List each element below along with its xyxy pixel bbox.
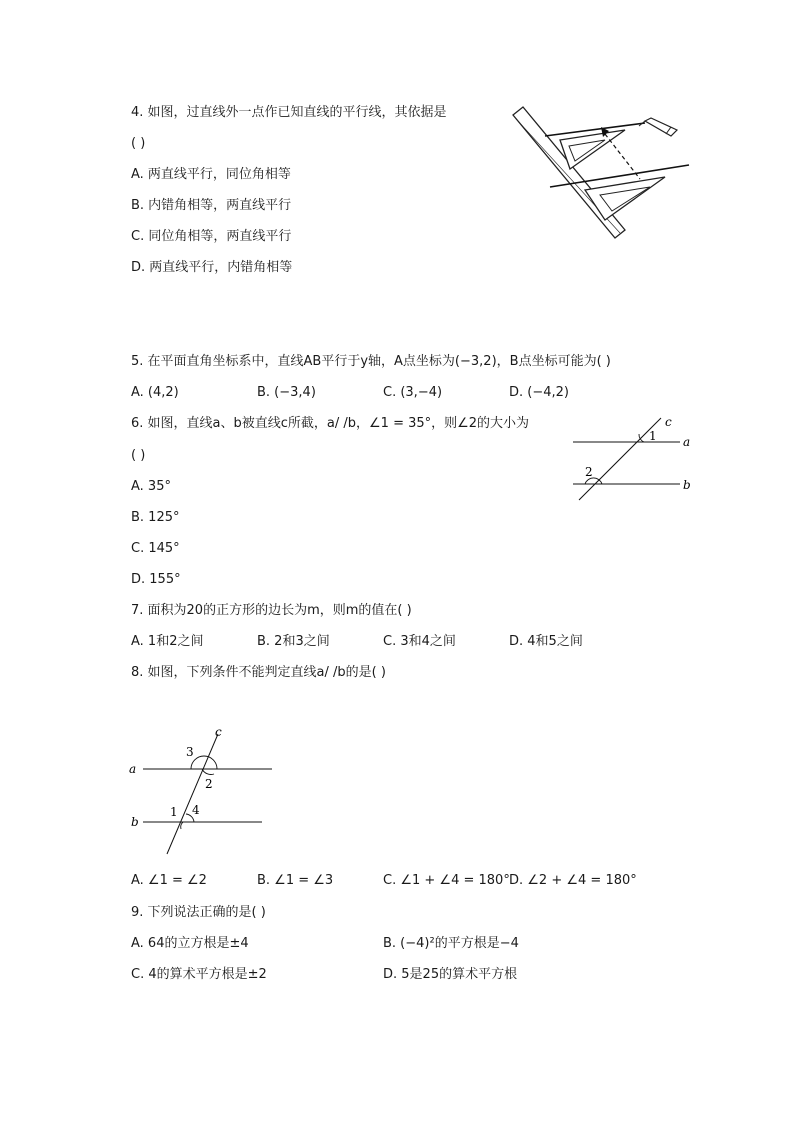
q8-option-a: A. ∠1 = ∠2	[131, 873, 207, 888]
q7-option-a: A. 1和2之间	[131, 634, 204, 649]
q8-stem: 8. 如图，下列条件不能判定直线a/ /b的是( )	[131, 665, 386, 680]
q5-option-a: A. (4,2)	[131, 385, 179, 400]
q5-option-d: D. (−4,2)	[509, 385, 569, 400]
q7-option-c: C. 3和4之间	[383, 634, 456, 649]
q6-label-angle-1: 1	[649, 429, 657, 443]
q4-option-a: A. 两直线平行，同位角相等	[131, 167, 291, 182]
q6-option-b: B. 125°	[131, 510, 180, 525]
q6-figure-transversal	[565, 412, 700, 504]
q8-label-angle-3: 3	[186, 745, 194, 759]
q5-option-b: B. (−3,4)	[257, 385, 316, 400]
q4-option-d: D. 两直线平行，内错角相等	[131, 260, 293, 275]
q6-label-c: c	[665, 415, 672, 429]
q8-label-angle-1: 1	[170, 805, 178, 819]
q6-option-a: A. 35°	[131, 479, 171, 494]
q6-label-b: b	[683, 478, 691, 492]
q8-label-b: b	[131, 815, 139, 829]
q6-stem: 6. 如图，直线a、b被直线c所截，a/ /b，∠1 = 35°，则∠2的大小为	[131, 416, 530, 431]
q8-option-d: D. ∠2 + ∠4 = 180°	[509, 873, 637, 888]
q6-label-angle-2: 2	[585, 465, 593, 479]
q5-option-c: C. (3,−4)	[383, 385, 443, 400]
q6-option-c: C. 145°	[131, 541, 180, 556]
q4-stem: 4. 如图，过直线外一点作已知直线的平行线，其依据是	[131, 105, 447, 120]
q9-option-c: C. 4的算术平方根是±2	[131, 967, 267, 982]
q4-figure-ruler-triangles	[505, 105, 690, 240]
q8-label-a: a	[129, 762, 137, 776]
q6-paren: ( )	[131, 448, 146, 463]
q7-option-b: B. 2和3之间	[257, 634, 330, 649]
q4-paren: ( )	[131, 136, 146, 151]
q8-label-c: c	[215, 725, 222, 739]
q8-option-b: B. ∠1 = ∠3	[257, 873, 334, 888]
q9-option-b: B. (−4)²的平方根是−4	[383, 936, 519, 951]
q8-label-angle-4: 4	[192, 803, 200, 817]
q4-option-c: C. 同位角相等，两直线平行	[131, 229, 292, 244]
q5-stem: 5. 在平面直角坐标系中，直线AB平行于y轴，A点坐标为(−3,2)，B点坐标可能为( )	[131, 354, 611, 369]
q7-option-d: D. 4和5之间	[509, 634, 583, 649]
q6-option-d: D. 155°	[131, 572, 181, 587]
q9-stem: 9. 下列说法正确的是( )	[131, 905, 266, 920]
q8-label-angle-2: 2	[205, 777, 213, 791]
q7-stem: 7. 面积为20的正方形的边长为m，则m的值在( )	[131, 603, 412, 618]
q4-option-b: B. 内错角相等，两直线平行	[131, 198, 292, 213]
q6-label-a: a	[683, 435, 691, 449]
q8-figure-transversal	[125, 722, 280, 857]
q8-option-c: C. ∠1 + ∠4 = 180°	[383, 873, 510, 888]
q9-option-d: D. 5是25的算术平方根	[383, 967, 518, 982]
q9-option-a: A. 64的立方根是±4	[131, 936, 249, 951]
